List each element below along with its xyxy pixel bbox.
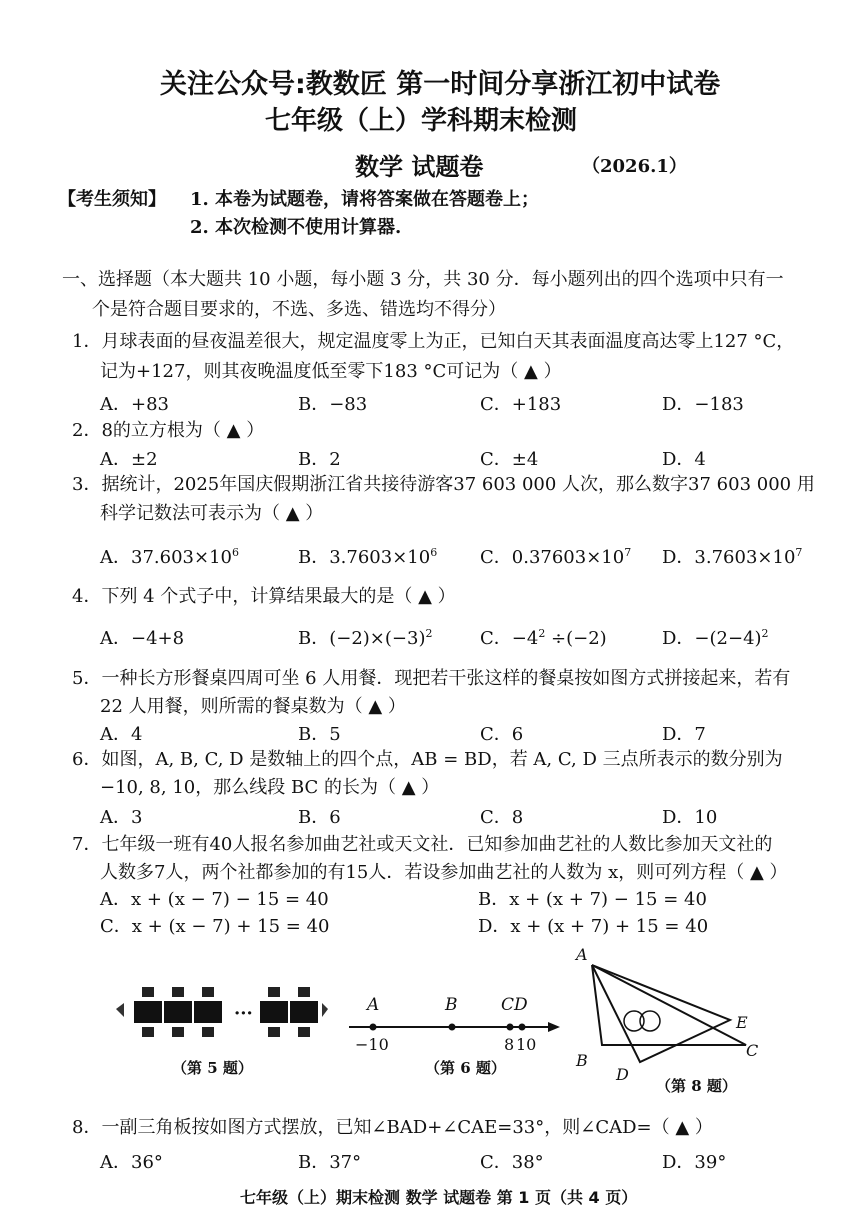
q6-option-d: D．10 bbox=[662, 807, 718, 828]
q1-option-c: C．+183 bbox=[480, 394, 562, 415]
q7-option-c: C．x + (x − 7) + 15 = 40 bbox=[100, 916, 330, 937]
q1-line2: 记为+127，则其夜晚温度低至零下183 °C可记为（ ▲ ） bbox=[100, 361, 562, 382]
q4-line1: 4．下列 4 个式子中，计算结果最大的是（ ▲ ） bbox=[72, 586, 456, 607]
q2-option-a: A．±2 bbox=[100, 449, 158, 470]
fig8-caption: （第 8 题） bbox=[656, 1077, 737, 1095]
figure-8 bbox=[570, 945, 770, 1095]
fig8-label-c: C bbox=[746, 1041, 759, 1060]
q5-option-b: B．5 bbox=[298, 724, 341, 745]
q2-option-d: D．4 bbox=[662, 449, 706, 470]
q5-option-a: A．4 bbox=[100, 724, 143, 745]
q2-option-b: B．2 bbox=[298, 449, 341, 470]
q6-line1: 6．如图，A, B, C, D 是数轴上的四个点，AB = BD，若 A, C, D 三点所表示的数分别为 bbox=[72, 749, 783, 770]
section1-line2: 个是符合题目要求的，不选、多选、错选均不得分） bbox=[92, 299, 506, 320]
q1-option-b: B．−83 bbox=[298, 394, 368, 415]
q7-line2: 人数多7人，两个社都参加的有15人．若设参加曲艺社的人数为 x，则可列方程（ ▲ ） bbox=[100, 862, 788, 883]
fig8-label-e: E bbox=[736, 1013, 748, 1032]
q3-option-d: D．$3.7603\times 10^7$ bbox=[662, 546, 803, 568]
fig5-ellipsis: ··· bbox=[234, 1003, 253, 1024]
q4-option-b: B．$(-2)\times(-3)^2$ bbox=[298, 627, 433, 649]
q8-line1: 8．一副三角板按如图方式摆放，已知∠BAD+∠CAE=33°，则∠CAD=（ ▲ ） bbox=[72, 1117, 713, 1138]
q6-line2: −10, 8, 10，那么线段 BC 的长为（ ▲ ） bbox=[100, 777, 440, 798]
q5-line2: 22 人用餐，则所需的餐桌数为（ ▲ ） bbox=[100, 696, 406, 717]
q5-line1: 5．一种长方形餐桌四周可坐 6 人用餐．现把若干张这样的餐桌按如图方式拼接起来，若有 bbox=[72, 668, 791, 689]
q3-option-a: A．$37.603\times 10^6$ bbox=[100, 546, 239, 568]
q8-option-b: B．37° bbox=[298, 1152, 362, 1173]
q6-option-a: A．3 bbox=[100, 807, 143, 828]
q7-line1: 7．七年级一班有40人报名参加曲艺社或天文社．已知参加曲艺社的人数比参加天文社的 bbox=[72, 834, 773, 855]
q7-option-b: B．x + (x + 7) − 15 = 40 bbox=[478, 889, 707, 910]
q3-option-b: B．$3.7603\times 10^6$ bbox=[298, 546, 438, 568]
header-line2: 七年级（上）学科期末检测 bbox=[265, 106, 578, 136]
q3-option-c: C．$0.37603\times 10^7$ bbox=[480, 546, 632, 568]
exam-date: （2026.1） bbox=[582, 156, 687, 177]
q6-option-c: C．8 bbox=[480, 807, 524, 828]
subject-title: 数学 试题卷 bbox=[355, 153, 484, 181]
section1-line1: 一、选择题（本大题共 10 小题，每小题 3 分，共 30 分．每小题列出的四个选项中只有一 bbox=[62, 269, 784, 290]
q2-line1: 2．8的立方根为（ ▲ ） bbox=[72, 420, 265, 441]
fig8-label-b: B bbox=[576, 1051, 588, 1070]
notice-label: 【考生须知】 bbox=[58, 189, 166, 210]
fig6-tick-8: 8 bbox=[504, 1035, 515, 1054]
notice-item-1: 1. 本卷为试题卷，请将答案做在答题卷上； bbox=[190, 189, 540, 210]
q4-option-d: D．$-(2-4)^2$ bbox=[662, 627, 769, 649]
fig8-label-a: A bbox=[576, 945, 588, 964]
header-line1: 关注公众号:教数匠 第一时间分享浙江初中试卷 bbox=[160, 69, 721, 100]
q5-option-d: D．7 bbox=[662, 724, 706, 745]
fig6-label-a: A bbox=[367, 995, 380, 1015]
q4-option-c: C．$-4^2 \div(-2)$ bbox=[480, 627, 607, 649]
q7-option-d: D．x + (x + 7) + 15 = 40 bbox=[478, 916, 709, 937]
q7-option-a: A．x + (x − 7) − 15 = 40 bbox=[100, 889, 329, 910]
q1-option-d: D．−183 bbox=[662, 394, 744, 415]
q1-option-a: A．+83 bbox=[100, 394, 169, 415]
fig6-tick-10: 10 bbox=[516, 1035, 537, 1054]
fig6-label-b: B bbox=[445, 995, 458, 1015]
q8-option-c: C．38° bbox=[480, 1152, 544, 1173]
q4-option-a: A．−4+8 bbox=[100, 628, 185, 649]
q2-option-c: C．±4 bbox=[480, 449, 539, 470]
fig8-label-d: D bbox=[616, 1065, 629, 1084]
fig5-caption: （第 5 题） bbox=[172, 1059, 253, 1077]
figure-5 bbox=[112, 985, 332, 1080]
table-arrangement-diagram bbox=[112, 985, 332, 1045]
notice-item-2: 2. 本次检测不使用计算器. bbox=[190, 217, 402, 238]
q5-option-c: C．6 bbox=[480, 724, 524, 745]
q1-line1: 1．月球表面的昼夜温差很大，规定温度零上为正，已知白天其表面温度高达零上127 °C， bbox=[72, 331, 795, 352]
fig6-label-cd: CD bbox=[501, 995, 528, 1015]
q8-option-d: D．39° bbox=[662, 1152, 727, 1173]
q6-option-b: B．6 bbox=[298, 807, 341, 828]
fig6-caption: （第 6 题） bbox=[425, 1059, 506, 1077]
figure-6 bbox=[345, 995, 565, 1080]
page-footer: 七年级（上）期末检测 数学 试题卷 第 1 页（共 4 页） bbox=[240, 1188, 638, 1207]
fig6-tick-neg10: −10 bbox=[355, 1035, 389, 1054]
q3-line2: 科学记数法可表示为（ ▲ ） bbox=[100, 503, 324, 524]
q3-line1: 3．据统计，2025年国庆假期浙江省共接待游客37 603 000 人次，那么数字37 603 000 用 bbox=[72, 474, 815, 495]
q8-option-a: A．36° bbox=[100, 1152, 163, 1173]
